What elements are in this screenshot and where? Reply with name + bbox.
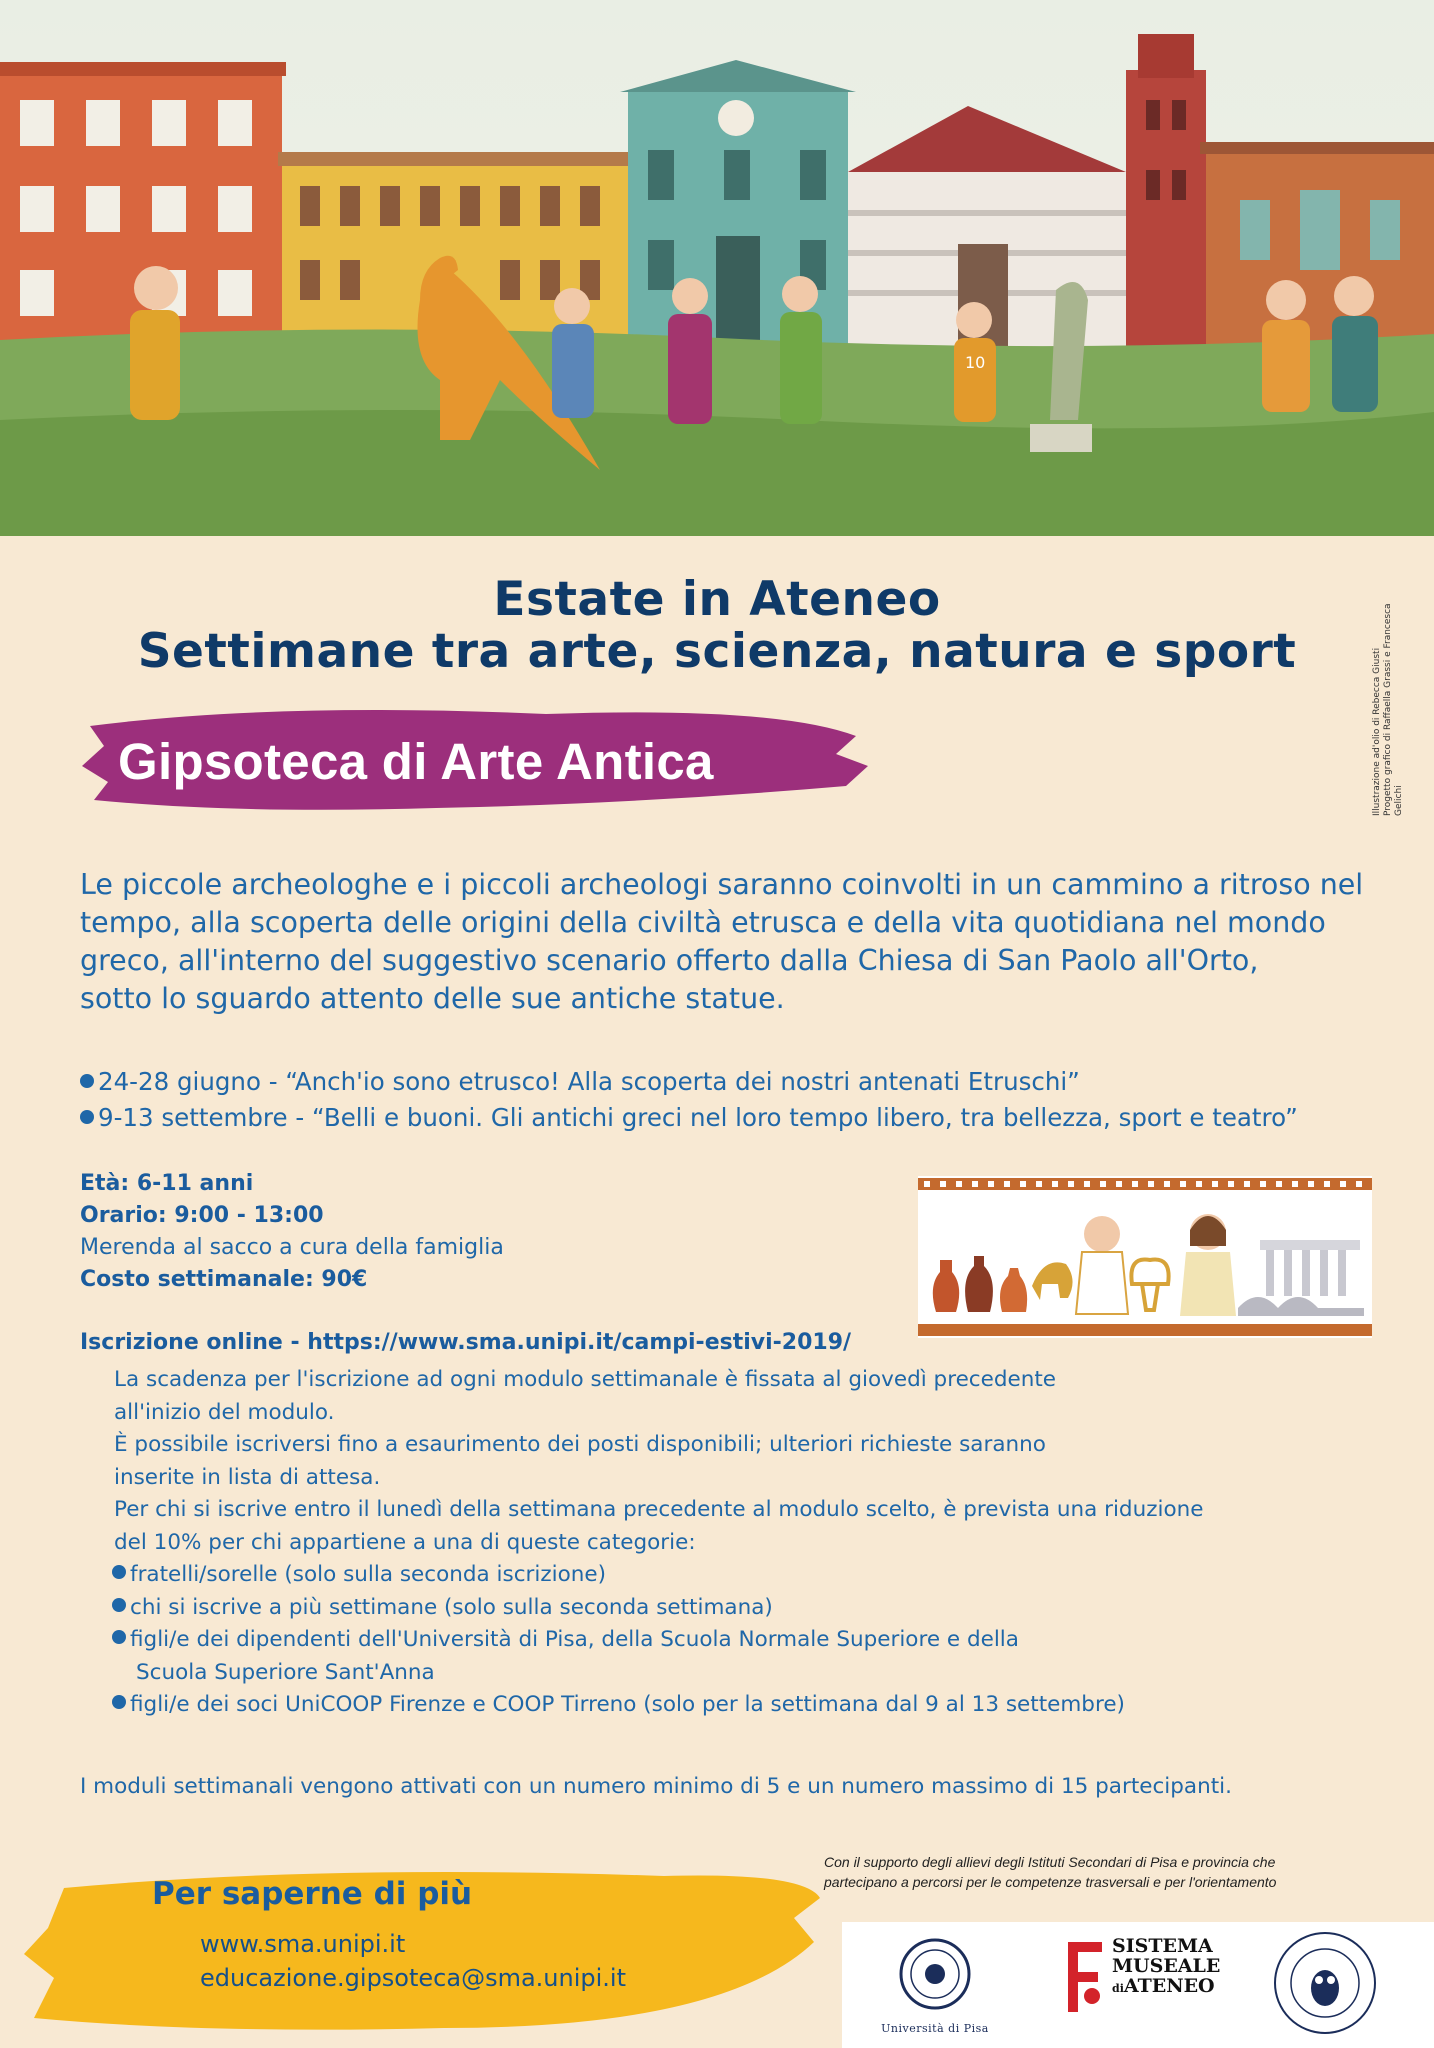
age-info: Età: 6-11 anni <box>80 1171 254 1196</box>
category-item-continuation: Scuola Superiore Sant'Anna <box>136 1659 435 1685</box>
grass-front <box>0 410 1434 536</box>
amphora-icons <box>933 1256 1027 1312</box>
bullet-icon <box>112 1630 126 1644</box>
boy-figure <box>1076 1216 1128 1314</box>
registration-line: inserite in lista di attesa. <box>114 1464 381 1490</box>
tower <box>1126 34 1206 350</box>
page-title: Estate in Ateneo <box>493 572 941 627</box>
illustration-credit: Illustrazione ad'olio di Rebecca Giusti Progetto grafico di Raffaella Grassi e Francesca Gelichi <box>1372 603 1404 816</box>
unipi-logo-text: Università di Pisa <box>881 2022 989 2035</box>
department-seal-icon <box>1270 1928 1380 2038</box>
helmet-icon <box>1032 1262 1073 1300</box>
week-item: 9-13 settembre - “Belli e buoni. Gli antichi greci nel loro tempo libero, tra bellezza, sport e teatro” <box>80 1100 1298 1136</box>
greek-illustration <box>918 1176 1372 1338</box>
support-note: Con il supporto degli allievi degli Istituti Secondari di Pisa e provincia che partecipano a percorsi per le competenze trasversali e per l'orientamento <box>824 1854 1277 1890</box>
intro-line: greco, all'interno del suggestivo scenario offerto dalla Chiesa di San Paolo all'Orto, <box>80 944 1259 977</box>
info-block <box>80 1168 504 1296</box>
registration-line: all'inizio del modulo. <box>114 1399 335 1425</box>
snack-info: Merenda al sacco a cura della famiglia <box>80 1235 504 1260</box>
cost-info: Costo settimanale: 90€ <box>80 1267 368 1292</box>
registration-line: La scadenza per l'iscrizione ad ogni modulo settimanale è fissata al giovedì precedente <box>114 1367 1057 1392</box>
participants-note: I moduli settimanali vengono attivati con un numero minimo di 5 e un numero massimo di 15 partecipanti. <box>80 1774 1232 1799</box>
sistema-museale-mark-icon <box>1062 1932 1108 2018</box>
registration-line: È possibile iscriversi fino a esaurimento dei posti disponibili; ulteriori richieste saranno <box>114 1432 1046 1457</box>
section-banner-title: Gipsoteca di Arte Antica <box>118 733 714 790</box>
intro-line: tempo, alla scoperta delle origini della civiltà etrusca e della vita quotidiana nel mondo <box>80 906 1326 939</box>
sistema-museale-logo-text: SISTEMA MUSEALE diATENEO <box>1112 1935 1221 1997</box>
department-seal-text: DIPARTIMENTO DI CIVILTÀ E FORME DEL SAPERE <box>1270 1928 1295 1929</box>
registration-line: del 10% per chi appartiene a una di queste categorie: <box>114 1529 696 1555</box>
teal-building <box>620 60 856 350</box>
hero-scene <box>0 0 1434 536</box>
bullet-icon <box>80 1110 94 1124</box>
registration-heading: Iscrizione online - https://www.sma.unipi.it/campi-estivi-2019/ <box>80 1330 852 1355</box>
lyre-icon <box>1131 1260 1168 1311</box>
bullet-icon <box>112 1598 126 1612</box>
bullet-icon <box>112 1695 126 1709</box>
email-link[interactable]: educazione.gipsoteca@sma.unipi.it <box>200 1964 626 1992</box>
category-item: figli/e dei soci UniCOOP Firenze e COOP Tirreno (solo per la settimana dal 9 al 13 settembre) <box>112 1689 1203 1722</box>
intro-line: sotto lo sguardo attento delle sue antiche statue. <box>80 982 785 1015</box>
bullet-icon <box>112 1565 126 1579</box>
hero-illustration <box>0 0 1434 536</box>
temple-icon <box>1238 1240 1364 1316</box>
hours-info: Orario: 9:00 - 13:00 <box>80 1203 324 1228</box>
page-subtitle: Settimane tra arte, scienza, natura e sport <box>137 624 1297 679</box>
category-item: fratelli/sorelle (solo sulla seconda iscrizione) <box>112 1559 1203 1592</box>
registration-line: Per chi si iscrive entro il lunedì della settimana precedente al modulo scelto, è prevista una riduzione <box>114 1497 1204 1522</box>
category-item: figli/e dei dipendenti dell'Università di Pisa, della Scuola Normale Superiore e della <box>112 1624 1203 1657</box>
orange-building <box>0 62 286 350</box>
greek-illustration-panel <box>918 1176 1372 1338</box>
week-list <box>80 1064 1298 1136</box>
week-item: 24-28 giugno - “Anch'io sono etrusco! Alla scoperta dei nostri antenati Etruschi” <box>80 1064 1298 1100</box>
intro-line: Le piccole archeologhe e i piccoli archeologi saranno coinvolti in un cammino a ritroso nel <box>80 868 1364 901</box>
website-link[interactable]: www.sma.unipi.it <box>200 1930 406 1958</box>
brown-building <box>1200 142 1434 350</box>
bullet-icon <box>80 1074 94 1088</box>
girl-figure <box>1180 1214 1236 1316</box>
intro-paragraph <box>80 866 1420 1018</box>
category-item: chi si iscrive a più settimane (solo sulla seconda settimana) <box>112 1592 1203 1625</box>
registration-details <box>114 1364 1203 1722</box>
jersey-number: 10 <box>965 353 986 372</box>
more-info-title: Per saperne di più <box>152 1876 473 1912</box>
